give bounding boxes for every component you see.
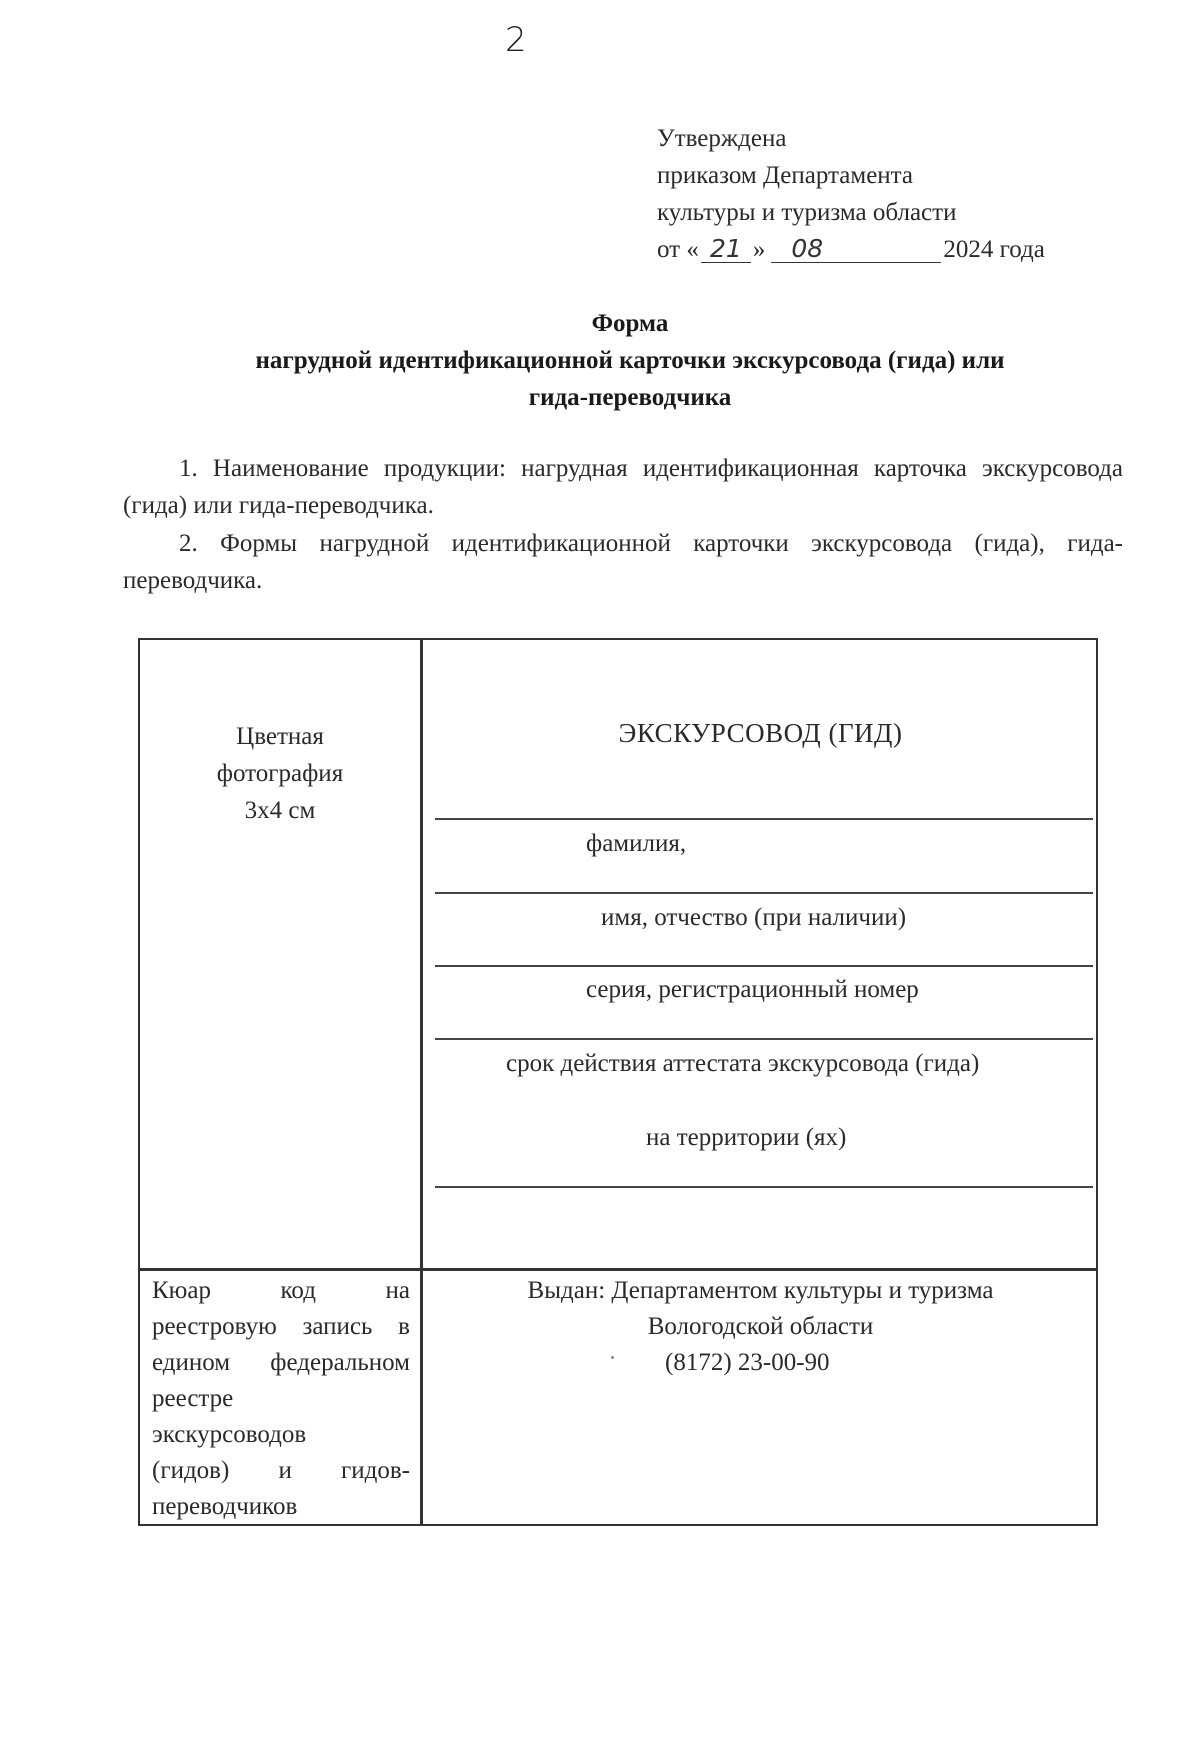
territory-label: на территории (ях) bbox=[646, 1124, 847, 1151]
title-line-3: гида-переводчика bbox=[528, 384, 732, 411]
date-year: 2024 года bbox=[943, 236, 1045, 263]
approval-stamp bbox=[657, 120, 1045, 268]
badge-form-table bbox=[138, 638, 1098, 1526]
card-info-cell bbox=[423, 640, 1098, 1268]
photo-line-1: Цветная bbox=[236, 723, 324, 750]
issuer-info bbox=[423, 1273, 1098, 1381]
date-prefix: от « bbox=[657, 236, 699, 263]
date-quote-close: » bbox=[752, 236, 766, 263]
qr-line-5: экскурсоводов bbox=[152, 1421, 307, 1448]
date-month: 08 bbox=[771, 236, 941, 263]
title-line-1: Форма bbox=[591, 310, 669, 337]
approval-date bbox=[657, 231, 1045, 268]
qr-line-2: реестровую запись в bbox=[152, 1313, 410, 1340]
qr-code-placeholder bbox=[152, 1273, 410, 1525]
paragraph-2 bbox=[123, 525, 1123, 599]
qr-line-1: Кюар код на bbox=[152, 1277, 410, 1304]
paragraph-1-text: 1. Наименование продукции: нагрудная идентификационная карточка экскурсовода (гида) или гида-переводчика. bbox=[123, 455, 1123, 519]
photo-line-2: фотография bbox=[216, 760, 344, 787]
table-row-divider bbox=[140, 1268, 1096, 1271]
name-line bbox=[435, 892, 1093, 894]
validity-label: срок действия аттестата экскурсовода (гида) bbox=[506, 1050, 980, 1077]
document-title bbox=[120, 305, 1140, 416]
surname-line bbox=[435, 818, 1093, 820]
qr-line-7: переводчиков bbox=[152, 1493, 298, 1520]
paragraph-1 bbox=[123, 450, 1123, 524]
issuer-phone: (8172) 23-00-90 bbox=[665, 1349, 830, 1376]
territory-line bbox=[435, 1186, 1093, 1188]
qr-line-3: едином федеральном bbox=[152, 1349, 410, 1376]
title-line-2: нагрудной идентификационной карточки экскурсовода (гида) или bbox=[255, 347, 1005, 374]
surname-label: фамилия, bbox=[586, 830, 687, 857]
photo-placeholder bbox=[160, 718, 400, 829]
issuer-line-1: Выдан: Департаментом культуры и туризма bbox=[527, 1277, 994, 1304]
name-label: имя, отчество (при наличии) bbox=[601, 904, 907, 931]
approval-line-3: культуры и туризма области bbox=[657, 199, 957, 226]
qr-line-4: реестре bbox=[152, 1385, 234, 1412]
issuer-line-2: Вологодской области bbox=[647, 1313, 874, 1340]
paragraph-2-text: 2. Формы нагрудной идентификационной карточки экскурсовода (гида), гида-переводчика. bbox=[123, 530, 1123, 594]
card-heading: ЭКСКУРСОВОД (ГИД) bbox=[618, 718, 903, 748]
page-number: 2 bbox=[505, 20, 527, 60]
approval-line-1: Утверждена bbox=[657, 125, 787, 152]
series-label: серия, регистрационный номер bbox=[586, 976, 919, 1003]
series-line bbox=[435, 965, 1093, 967]
validity-line bbox=[435, 1038, 1093, 1040]
approval-line-2: приказом Департамента bbox=[657, 162, 913, 189]
date-day: 21 bbox=[701, 236, 751, 263]
photo-line-3: 3x4 см bbox=[244, 797, 316, 824]
scan-speck bbox=[611, 1356, 614, 1359]
qr-line-6: (гидов) и гидов- bbox=[152, 1457, 410, 1484]
